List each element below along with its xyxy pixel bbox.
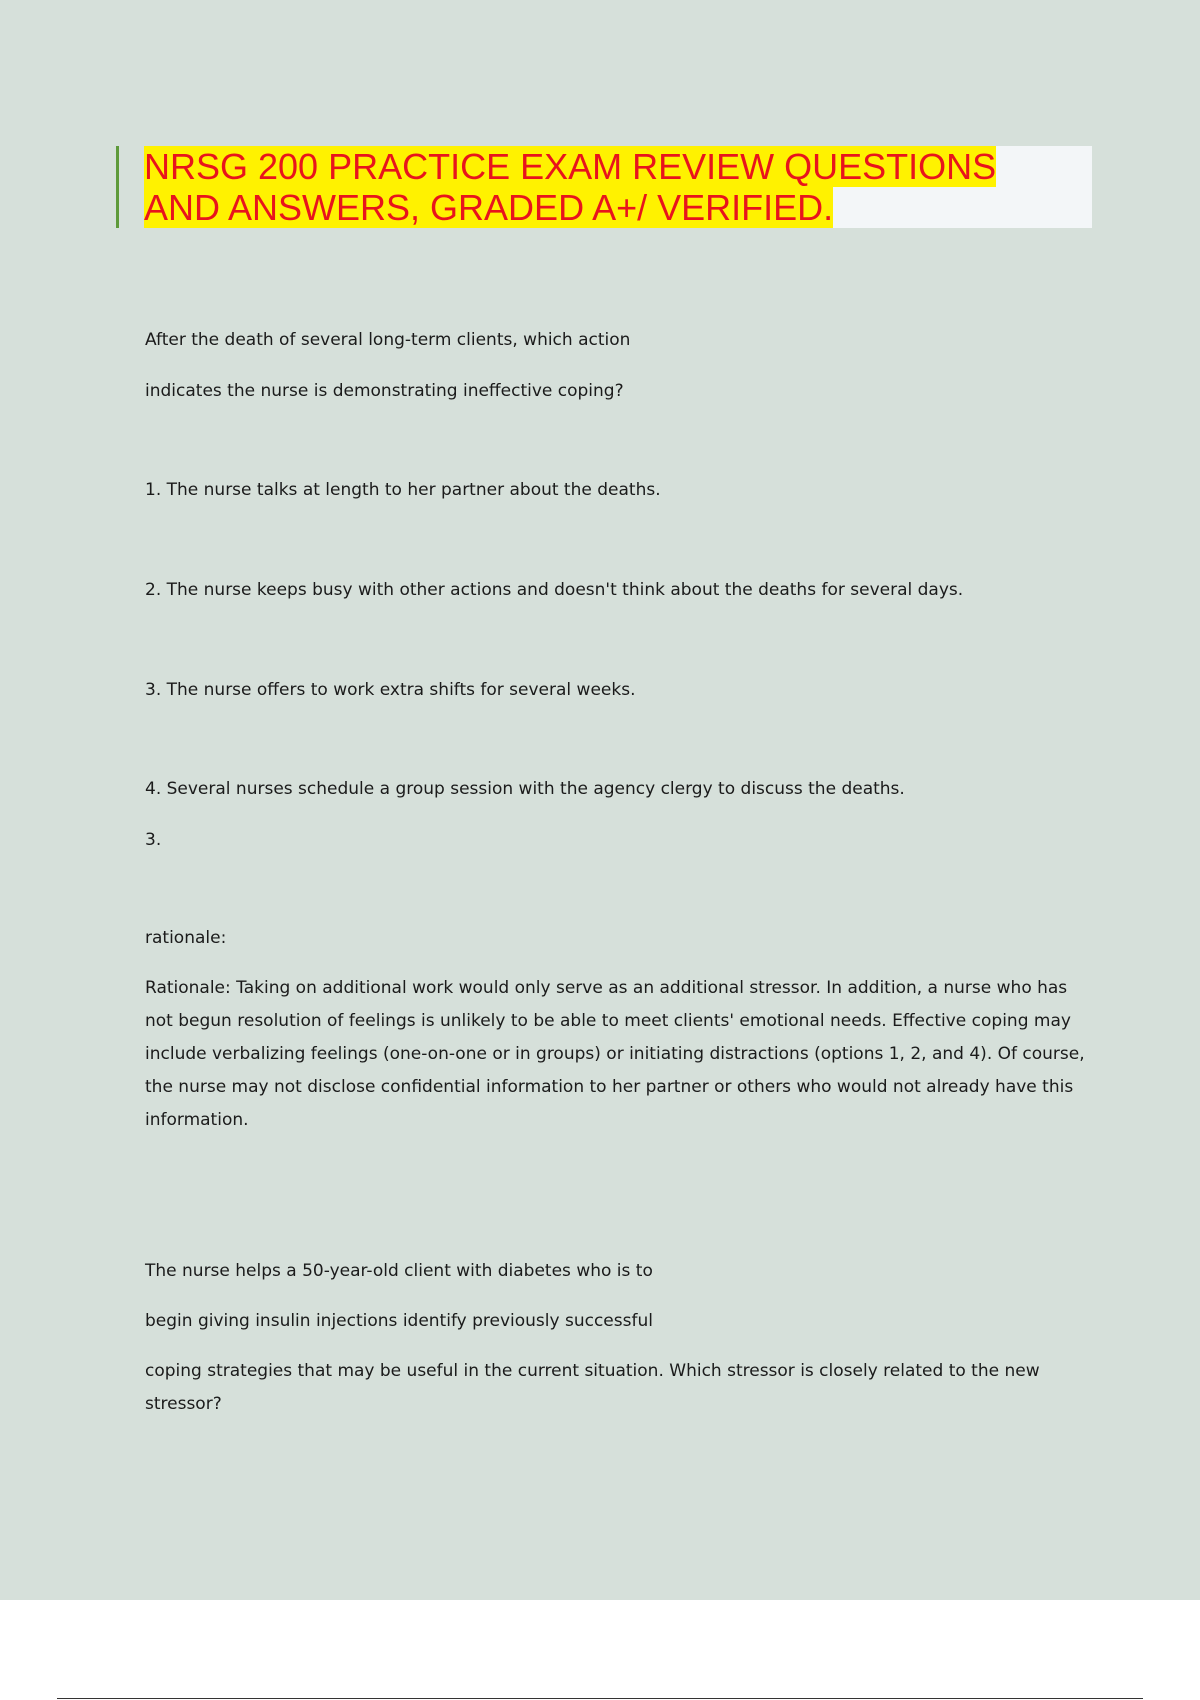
question-1-stem-line-2: indicates the nurse is demonstrating ineffective coping? xyxy=(145,381,624,401)
question-1-option-1: 1. The nurse talks at length to her partner about the deaths. xyxy=(145,480,661,500)
question-1-stem-line-1: After the death of several long-term clients, which action xyxy=(145,330,631,350)
question-1-option-3: 3. The nurse offers to work extra shifts for several weeks. xyxy=(145,680,636,700)
question-1-option-4: 4. Several nurses schedule a group session with the agency clergy to discuss the deaths. xyxy=(145,779,905,799)
question-2-stem-line-2: begin giving insulin injections identify previously successful xyxy=(145,1311,653,1331)
footer-rule xyxy=(57,1698,1143,1699)
document-title xyxy=(144,146,1092,228)
question-2-stem-line-1: The nurse helps a 50-year-old client with diabetes who is to xyxy=(145,1261,653,1281)
question-2-stem-line-3: coping strategies that may be useful in the current situation. Which stressor is closely related to the new stressor? xyxy=(145,1361,1040,1414)
question-1-answer: 3. xyxy=(145,830,162,850)
question-1-option-2: 2. The nurse keeps busy with other actions and doesn't think about the deaths for several days. xyxy=(145,580,964,600)
rationale-text: Rationale: Taking on additional work would only serve as an additional stressor. In addition, a nurse who has not begun resolution of feelings is unlikely to be able to meet clients' emotional needs. Effective coping may include verbalizing feelings (one-on-one or in groups) or initiating distractions (options 1, 2, and 4). Of course, the nurse may not disclose confidential information to her partner or others who would not already have this information. xyxy=(145,978,1085,1130)
title-line-1: NRSG 200 PRACTICE EXAM REVIEW QUESTIONS xyxy=(144,146,997,187)
rationale-label: rationale: xyxy=(145,928,227,948)
title-accent-bar xyxy=(116,146,119,228)
document-title-block xyxy=(116,146,1092,228)
title-line-2: AND ANSWERS, GRADED A+/ VERIFIED. xyxy=(144,187,834,228)
